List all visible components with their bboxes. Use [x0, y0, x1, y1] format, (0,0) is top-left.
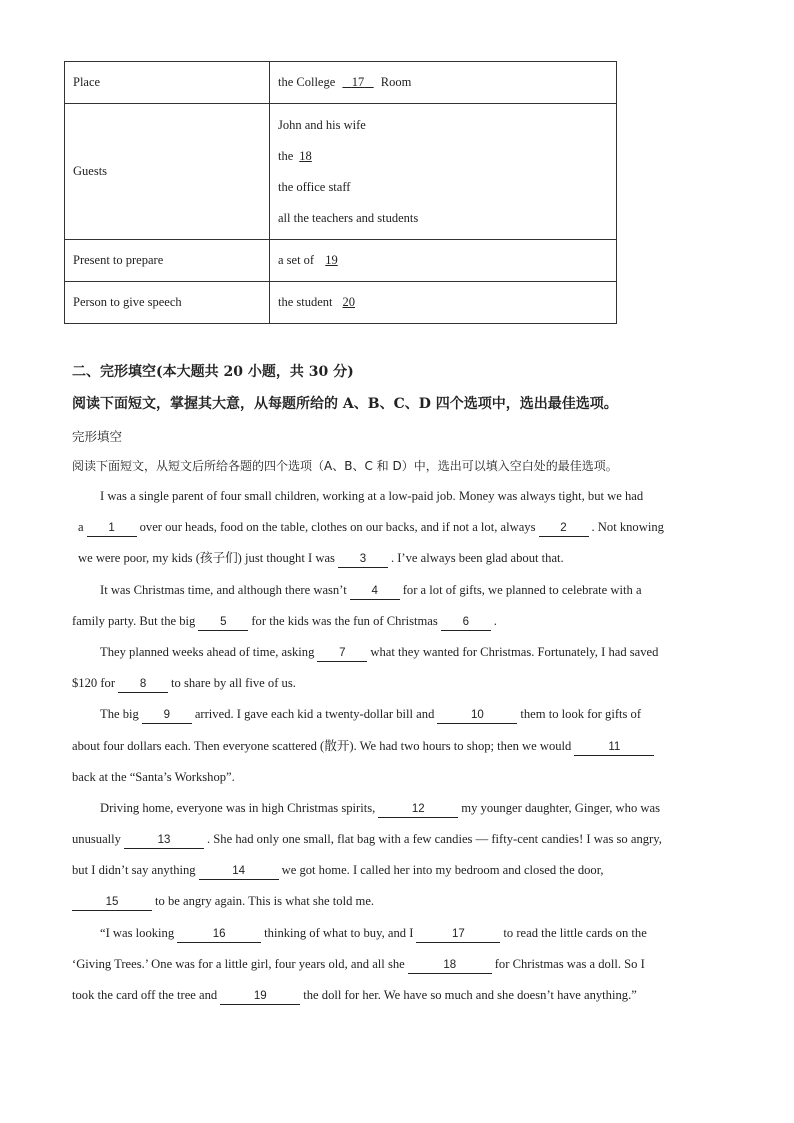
blank-2[interactable]: 2 [539, 521, 589, 537]
blank-4[interactable]: 4 [350, 584, 400, 600]
blank-10[interactable]: 10 [437, 708, 517, 724]
blank-3[interactable]: 3 [338, 552, 388, 568]
text: unusually [72, 832, 121, 847]
cell-text: the College [278, 75, 336, 89]
table-row [65, 104, 617, 240]
text: They planned weeks ahead of time, asking [100, 644, 315, 659]
blank-20 [333, 295, 360, 310]
cell-text: the office staff [278, 179, 351, 194]
text: Driving home, everyone was in high Christmas spirits, [100, 800, 376, 815]
blank-number: 20 [342, 295, 356, 309]
blank-12[interactable]: 12 [378, 802, 458, 818]
blank-14[interactable]: 14 [199, 864, 279, 880]
text: what they wanted for Christmas. Fortunately, I had saved [370, 644, 659, 659]
text: to share by all five of us. [171, 676, 296, 691]
passage-line [72, 580, 724, 611]
blank-5[interactable]: 5 [198, 615, 248, 631]
blank-number: 18 [299, 148, 312, 163]
passage-line [72, 611, 724, 642]
text: over our heads, food on the table, clothes on our backs, and if not a lot, always [139, 520, 536, 535]
row-label: Present to prepare [65, 240, 270, 282]
row-label: Guests [65, 104, 270, 240]
passage-instruction: 阅读下面短文，从短文后所给各题的四个选项（A、B、C 和 D）中，选出可以填入空白处的最佳选项。 [72, 459, 618, 473]
table-row [65, 240, 617, 282]
text: I was a single parent of four small children, working at a low-paid job. Money was always tight, but we had [100, 489, 644, 503]
text: back at the “Santa’s Workshop”. [72, 769, 235, 784]
row-label: Person to give speech [65, 282, 270, 324]
blank-number: 19 [325, 253, 338, 267]
passage-line [72, 829, 724, 860]
passage-line [72, 517, 724, 548]
text: It was Christmas time, and although there wasn’t [100, 582, 347, 597]
text: $120 for [72, 676, 116, 691]
row-label: Place [65, 62, 270, 104]
text: ‘Giving Trees.’ One was for a little girl, four years old, and all she [72, 956, 405, 971]
text: the doll for her. We have so much and she doesn’t have anything.” [303, 988, 637, 1002]
blank-9[interactable]: 9 [142, 708, 192, 724]
passage-line [72, 642, 724, 673]
blank-18[interactable]: 18 [408, 958, 492, 974]
blank-15[interactable]: 15 [72, 895, 152, 911]
text: to be angry again. This is what she told me. [155, 894, 375, 909]
cell-text: the student [278, 295, 333, 309]
text: for a lot of gifts, we planned to celebrate with a [402, 582, 642, 597]
cell-text [278, 141, 608, 172]
section-title: 二、完形填空(本大题共 20 小题，共 30 分) [72, 364, 354, 380]
table-row [65, 62, 617, 104]
passage-line [72, 673, 724, 704]
text: a [78, 520, 84, 535]
text: for the kids was the fun of Christmas [251, 613, 438, 628]
text: about four dollars each. Then everyone scattered (散开). We had two hours to shop; then we would [72, 738, 572, 753]
text: we got home. I called her into my bedroom and closed the door, [281, 863, 604, 878]
cell-text: a set of [278, 253, 315, 267]
text: . I’ve always been glad about that. [390, 551, 564, 566]
passage-subtitle: 完形填空 [72, 429, 123, 444]
row-value [270, 104, 617, 240]
blank-13[interactable]: 13 [124, 833, 204, 849]
text: them to look for gifts of [520, 707, 642, 722]
blank-17 [338, 75, 377, 90]
passage-line [72, 798, 724, 829]
text: my younger daughter, Ginger, who was [461, 800, 660, 815]
passage-line [72, 704, 724, 735]
blank-17[interactable]: 17 [416, 927, 500, 943]
text: to read the little cards on the [503, 925, 647, 940]
passage-line [72, 985, 724, 1016]
text: thinking of what to buy, and I [264, 925, 414, 940]
blank-11[interactable]: 11 [574, 740, 654, 756]
cell-text-pre: the [278, 148, 294, 163]
info-table [64, 61, 617, 324]
cell-text: Room [380, 75, 412, 89]
blank-6[interactable]: 6 [441, 615, 491, 631]
text: . She had only one small, flat bag with a few candies — fifty-cent candies! I was so angry, [206, 832, 662, 847]
passage-line [72, 954, 724, 985]
blank-1[interactable]: 1 [87, 521, 137, 537]
text: for Christmas was a doll. So I [494, 956, 645, 971]
passage-line [72, 548, 724, 579]
table-row [65, 282, 617, 324]
row-value [270, 240, 617, 282]
blank-7[interactable]: 7 [317, 646, 367, 662]
text: took the card off the tree and [72, 988, 218, 1002]
passage-line [72, 891, 724, 922]
blank-number: 17 [351, 75, 365, 89]
text: . [493, 613, 497, 628]
section-instruction: 阅读下面短文，掌握其大意，从每题所给的 A、B、C、D 四个选项中，选出最佳选项。 [72, 396, 618, 412]
row-value [270, 282, 617, 324]
row-value [270, 62, 617, 104]
text: “I was looking [100, 925, 175, 940]
passage-line [72, 736, 724, 767]
blank-8[interactable]: 8 [118, 677, 168, 693]
text: . Not knowing [591, 520, 664, 535]
passage-line [72, 923, 724, 954]
passage-line [72, 486, 724, 517]
text: but I didn’t say anything [72, 863, 196, 878]
blank-19 [317, 253, 342, 268]
text: family party. But the big [72, 613, 196, 628]
text: The big [100, 707, 139, 722]
blank-16[interactable]: 16 [177, 927, 261, 943]
blank-19[interactable]: 19 [220, 989, 300, 1005]
text: arrived. I gave each kid a twenty-dollar bill and [194, 707, 435, 722]
blank-18 [293, 141, 316, 172]
cell-text: all the teachers and students [278, 210, 419, 225]
cloze-passage [72, 486, 724, 1016]
passage-line [72, 860, 724, 891]
text: we were poor, my kids (孩子们) just thought I was [78, 551, 335, 566]
passage-line [72, 767, 724, 798]
cell-text: John and his wife [278, 117, 366, 132]
